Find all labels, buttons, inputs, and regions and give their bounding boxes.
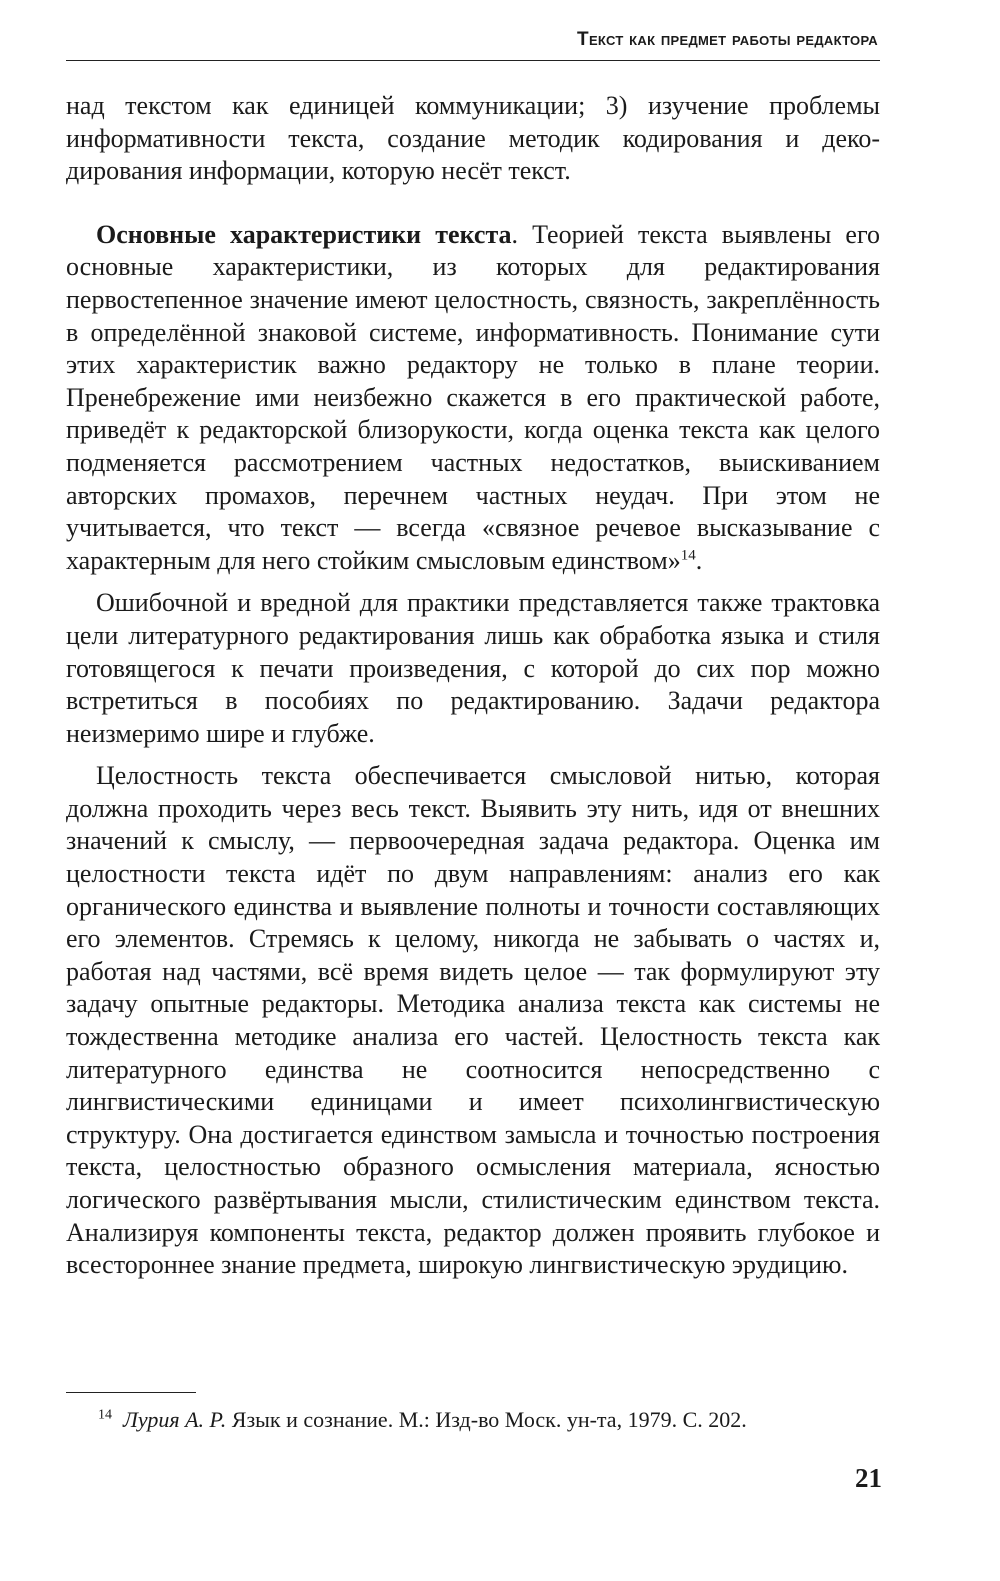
footnote-reference[interactable]: 14 — [680, 547, 696, 564]
running-header — [66, 28, 880, 61]
paragraph-editing-goal: Ошибочной и вредной для практики представляется также трактовка цели литературного редактирования лишь как обработка языка и стиля готовящегося к печати произведения, с которой до сих пор можно встретиться в пособиях по редактированию. Задачи редактора неизмеримо шире и глубже. — [66, 588, 880, 748]
footnote-number: 14 — [98, 1407, 112, 1423]
paragraph-text-integrity: Целостность текста обеспечивается смысловой нитью, которая должна проходить через весь текст. Выявить эту нить, идя от внешних значений к смыслу, — первоочередная задача редактора. Оценка им целостности текста идёт по двум направлениям: анализ его как органического единства и выявление полноты и точности составляющих его элементов. Стремясь к целому, никогда не забывать о частях и, работая над частями, всё время видеть целое — так формулируют эту задачу опытные редакторы. Методика анализа текста как системы не тождественна методике анализа его частей. Целостность текста как литературного единства не соотносится непосредственно с лингвистическими единицами и имеет психолингвистическую структуру. Она достигается единством замысла и точностью построения текста, целостностью образного осмысления материала, ясностью логического развёртывания мысли, стилистическим единством текста. Анализируя компоненты текста, редактор должен проявить глубокое и всестороннее знание предмета, широкую лингвистическую эрудицию. — [66, 761, 880, 1280]
running-header-title: Текст как предмет работы редактора — [577, 29, 878, 50]
paragraph-lead-in: Основные характеристики текста — [96, 219, 512, 249]
paragraph-text: . Теорией текста выявлены его основные характеристики, из которых для редактирования первостепенное значение имеют целостность, связность, закреплённость в определённой знаковой системе, информативность. Понимание сути этих характеристик важно редактору не только в плане теории. Пренебрежение ими неизбежно скажется в его практической работе, приведёт к редакторской близорукости, когда оценка текста как целого подменяется рассмотрением частных недостатков, выискиванием авторских промахов, перечнем частных неудач. При этом не учитывается, что текст — всегда «связное речевое высказывание с характерным для него стойким смысловым единством» — [66, 219, 880, 575]
paragraph-continuation: над текстом как единицей коммуникации; 3) изучение проблемы информативности текста, создание методик кодирования и декодирования информации, которую несёт текст. — [66, 91, 880, 186]
footnote-separator — [66, 1392, 196, 1393]
footnote — [98, 1406, 880, 1434]
footnote-author: Лурия А. Р. — [123, 1407, 227, 1432]
page-number: 21 — [855, 1463, 882, 1493]
paragraph-main-characteristics — [66, 219, 880, 578]
body-text — [66, 90, 880, 1282]
paragraph-tail: . — [695, 545, 703, 575]
footnote-citation: Язык и сознание. М.: Изд-во Моск. ун-та, 1979. С. 202. — [226, 1407, 747, 1432]
